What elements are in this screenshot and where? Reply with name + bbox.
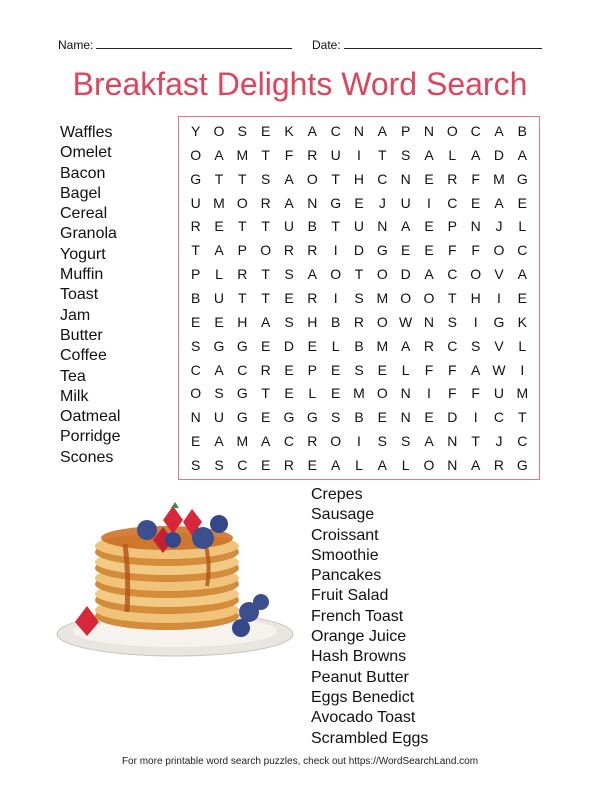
grid-letter[interactable]: L — [518, 218, 527, 235]
grid-letter[interactable]: R — [493, 457, 505, 474]
grid-letter[interactable]: E — [470, 194, 481, 211]
grid-letter[interactable]: J — [495, 433, 503, 450]
grid-letter[interactable]: G — [190, 170, 202, 187]
grid-letter[interactable]: T — [261, 289, 270, 306]
word-list-item: Pancakes — [311, 567, 382, 585]
grid-letter[interactable]: I — [333, 289, 338, 306]
grid-letter[interactable]: L — [401, 361, 410, 378]
grid-letter[interactable]: T — [448, 289, 457, 306]
grid-letter[interactable]: B — [354, 409, 364, 426]
grid-letter[interactable]: T — [261, 385, 270, 402]
grid-letter[interactable]: C — [447, 266, 458, 283]
grid-letter[interactable]: C — [447, 194, 458, 211]
word-list-item: Bagel — [60, 184, 101, 202]
grid-letter[interactable]: N — [400, 409, 411, 426]
word-list-item: Butter — [60, 326, 103, 344]
grid-letter[interactable]: T — [238, 218, 247, 235]
grid-letter[interactable]: A — [494, 122, 504, 139]
word-list-item: French Toast — [311, 607, 404, 625]
word-list-item: Toast — [60, 286, 99, 304]
grid-letter[interactable]: M — [236, 433, 249, 450]
grid-letter[interactable]: S — [284, 266, 294, 283]
grid-letter[interactable]: I — [357, 146, 361, 163]
grid-letter[interactable]: S — [400, 146, 411, 163]
grid-letter[interactable]: D — [400, 266, 411, 283]
grid-letter[interactable]: H — [470, 289, 481, 306]
grid-letter[interactable]: B — [190, 289, 201, 306]
grid-letter[interactable]: I — [520, 361, 525, 378]
word-list-item: Smoothie — [311, 546, 379, 564]
word-list-item: Porridge — [60, 428, 121, 446]
grid-letter[interactable]: B — [354, 337, 364, 354]
grid-letter[interactable]: D — [447, 409, 458, 426]
grid-letter[interactable]: G — [330, 194, 342, 211]
grid-letter[interactable]: F — [471, 385, 480, 402]
grid-letter[interactable]: L — [355, 457, 363, 474]
grid-letter[interactable]: I — [427, 385, 431, 402]
grid-letter[interactable]: I — [333, 242, 338, 259]
grid-letter[interactable]: A — [424, 266, 434, 283]
grid-letter[interactable]: A — [517, 146, 527, 163]
grid-letter[interactable]: L — [401, 457, 410, 474]
grid-letter[interactable]: D — [353, 242, 365, 259]
grid-letter[interactable]: U — [190, 194, 201, 211]
grid-letter[interactable]: B — [517, 122, 527, 139]
grid-letter[interactable]: S — [214, 457, 224, 474]
word-list-item: Avocado Toast — [311, 709, 416, 727]
grid-letter[interactable]: N — [447, 433, 458, 450]
grid-letter[interactable]: A — [470, 361, 481, 378]
grid-letter[interactable]: F — [471, 242, 480, 259]
grid-letter[interactable]: U — [213, 289, 225, 306]
grid-letter[interactable]: V — [494, 266, 504, 283]
grid-letter[interactable]: O — [423, 457, 435, 474]
word-list-item: Jam — [60, 306, 91, 324]
grid-letter[interactable]: R — [423, 337, 435, 354]
grid-letter[interactable]: M — [236, 146, 249, 163]
grid-letter[interactable]: E — [424, 218, 434, 235]
grid-letter[interactable]: T — [331, 218, 340, 235]
grid-letter[interactable]: S — [377, 433, 387, 450]
grid-letter[interactable]: U — [353, 218, 365, 235]
grid-letter[interactable]: C — [470, 122, 481, 139]
grid-letter[interactable]: T — [518, 409, 527, 426]
grid-letter[interactable]: D — [283, 337, 295, 354]
grid-letter[interactable]: R — [260, 194, 271, 211]
grid-letter[interactable]: Y — [190, 122, 201, 139]
grid-letter[interactable]: E — [190, 313, 201, 330]
grid-letter[interactable]: P — [447, 218, 457, 235]
grid-letter[interactable]: A — [214, 433, 224, 450]
grid-letter[interactable]: S — [237, 122, 247, 139]
grid-letter[interactable]: C — [190, 361, 201, 378]
grid-letter[interactable]: W — [399, 313, 413, 330]
pancake-stack-illustration — [55, 494, 305, 664]
grid-letter[interactable]: N — [190, 409, 201, 426]
grid-letter[interactable]: S — [330, 409, 341, 426]
grid-letter[interactable]: S — [400, 433, 411, 450]
grid-letter[interactable]: A — [470, 457, 481, 474]
grid-letter[interactable]: A — [400, 218, 411, 235]
grid-letter[interactable]: S — [214, 385, 224, 402]
grid-letter[interactable]: O — [260, 242, 272, 259]
word-list-item: Fruit Salad — [311, 587, 389, 605]
grid-letter[interactable]: K — [517, 313, 527, 330]
grid-letter[interactable]: G — [283, 409, 295, 426]
grid-letter[interactable]: V — [494, 337, 504, 354]
grid-letter[interactable]: S — [470, 337, 481, 354]
grid-letter[interactable]: M — [353, 385, 365, 402]
grid-letter[interactable]: R — [260, 361, 271, 378]
grid-letter[interactable]: R — [190, 218, 201, 235]
grid-letter[interactable]: K — [284, 122, 294, 139]
grid-letter[interactable]: M — [493, 170, 505, 187]
word-list-item: Muffin — [60, 266, 104, 284]
grid-letter[interactable]: G — [236, 385, 248, 402]
date-label: Date: — [312, 38, 341, 52]
grid-letter[interactable]: U — [283, 218, 295, 235]
grid-letter[interactable]: B — [330, 313, 341, 330]
word-list-item: Coffee — [60, 347, 107, 365]
grid-letter[interactable]: L — [331, 337, 340, 354]
grid-letter[interactable]: C — [377, 170, 388, 187]
grid-letter[interactable]: C — [517, 433, 528, 450]
grid-letter[interactable]: R — [307, 146, 318, 163]
grid-letter[interactable]: E — [517, 289, 527, 306]
grid-letter[interactable]: T — [261, 218, 270, 235]
grid-letter[interactable]: E — [400, 242, 411, 259]
grid-letter[interactable]: G — [236, 337, 248, 354]
grid-letter[interactable]: F — [448, 361, 457, 378]
grid-letter[interactable]: L — [518, 337, 527, 354]
grid-letter[interactable]: T — [191, 242, 200, 259]
grid-letter[interactable]: R — [283, 242, 295, 259]
grid-letter[interactable]: E — [517, 194, 527, 211]
grid-letter[interactable]: E — [330, 361, 341, 378]
grid-letter[interactable]: A — [517, 266, 527, 283]
grid-letter[interactable]: S — [260, 170, 271, 187]
word-list-item: Sausage — [311, 506, 375, 524]
grid-letter[interactable]: O — [446, 122, 458, 139]
grid-letter[interactable]: O — [190, 146, 202, 163]
grid-letter[interactable]: O — [376, 313, 388, 330]
grid-letter[interactable]: E — [260, 337, 271, 354]
grid-letter[interactable]: A — [284, 194, 294, 211]
grid-letter[interactable]: C — [283, 433, 295, 450]
grid-letter[interactable]: G — [213, 337, 225, 354]
grid-letter[interactable]: O — [376, 385, 388, 402]
grid-letter[interactable]: B — [307, 218, 317, 235]
date-field[interactable] — [312, 38, 542, 52]
grid-letter[interactable]: S — [447, 313, 457, 330]
grid-letter[interactable]: O — [236, 194, 248, 211]
grid-letter[interactable]: T — [354, 266, 364, 283]
grid-letter[interactable]: S — [354, 361, 364, 378]
grid-letter[interactable]: E — [424, 242, 434, 259]
grid-letter[interactable]: O — [306, 170, 318, 187]
page-title: Breakfast Delights Word Search — [72, 66, 528, 102]
grid-letter[interactable]: I — [497, 289, 501, 306]
grid-letter[interactable]: A — [284, 170, 294, 187]
grid-letter[interactable]: R — [237, 266, 248, 283]
grid-letter[interactable]: C — [237, 361, 248, 378]
grid-letter[interactable]: J — [378, 194, 386, 211]
grid-letter[interactable]: E — [330, 385, 341, 402]
grid-letter[interactable]: T — [238, 289, 247, 306]
grid-letter[interactable]: A — [424, 146, 434, 163]
grid-letter[interactable]: T — [261, 266, 270, 283]
grid-letter[interactable]: E — [424, 409, 434, 426]
word-list-item: Scrambled Eggs — [311, 729, 429, 747]
grid-letter[interactable]: C — [237, 457, 248, 474]
grid-letter[interactable]: T — [238, 170, 247, 187]
grid-letter[interactable]: A — [214, 361, 224, 378]
grid-letter[interactable]: O — [376, 266, 388, 283]
grid-letter[interactable]: N — [377, 218, 388, 235]
word-list-item: Omelet — [60, 144, 112, 162]
grid-letter[interactable]: T — [471, 433, 480, 450]
grid-letter[interactable]: P — [400, 122, 411, 139]
grid-letter[interactable]: P — [307, 361, 317, 378]
word-list-right — [311, 485, 428, 749]
grid-letter[interactable]: U — [213, 409, 225, 426]
grid-letter[interactable]: P — [190, 266, 201, 283]
word-list-item: Cereal — [60, 205, 108, 223]
grid-letter[interactable]: E — [260, 457, 271, 474]
grid-letter[interactable]: C — [517, 242, 528, 259]
grid-letter[interactable]: A — [260, 433, 271, 450]
grid-letter[interactable]: C — [330, 122, 341, 139]
grid-letter[interactable]: I — [473, 313, 478, 330]
grid-letter[interactable]: M — [516, 385, 529, 402]
grid-letter[interactable]: G — [516, 170, 528, 187]
word-list-item: Bacon — [60, 164, 106, 182]
grid-letter[interactable]: T — [214, 170, 224, 187]
grid-letter[interactable]: E — [214, 313, 224, 330]
grid-letter[interactable]: T — [331, 170, 340, 187]
grid-letter[interactable]: E — [307, 337, 317, 354]
grid-letter[interactable]: U — [493, 385, 505, 402]
grid-letter[interactable]: A — [377, 122, 387, 139]
grid-letter[interactable]: S — [284, 313, 294, 330]
grid-letter[interactable]: E — [190, 433, 201, 450]
grid-letter[interactable]: E — [284, 385, 294, 402]
grid-letter[interactable]: O — [190, 385, 202, 402]
grid-letter[interactable]: R — [283, 457, 295, 474]
grid-letter[interactable]: E — [284, 289, 294, 306]
grid-letter[interactable]: A — [377, 457, 387, 474]
grid-letter[interactable]: R — [307, 289, 318, 306]
grid-letter[interactable]: C — [493, 409, 505, 426]
word-list-item: Orange Juice — [311, 628, 407, 646]
word-list-item: Eggs Benedict — [311, 688, 415, 706]
word-list-item: Peanut Butter — [311, 668, 409, 686]
grid-letter[interactable]: N — [400, 170, 411, 187]
word-list-item: Granola — [60, 225, 117, 243]
grid-letter[interactable]: P — [237, 242, 247, 259]
grid-letter[interactable]: E — [260, 122, 271, 139]
grid-letter[interactable]: C — [447, 337, 458, 354]
grid-letter[interactable]: A — [330, 457, 341, 474]
grid-letter[interactable]: N — [400, 385, 411, 402]
grid-letter[interactable]: E — [260, 409, 271, 426]
grid-letter[interactable]: A — [307, 266, 317, 283]
grid-letter[interactable]: I — [357, 433, 361, 450]
grid-letter[interactable]: A — [214, 242, 224, 259]
grid-letter[interactable]: S — [190, 337, 201, 354]
grid-letter[interactable]: O — [330, 433, 342, 450]
grid-letter[interactable]: N — [423, 313, 435, 330]
grid-letter[interactable]: H — [353, 170, 365, 187]
word-list-item: Yogurt — [60, 245, 106, 263]
grid-letter[interactable]: N — [423, 122, 435, 139]
grid-letter[interactable]: A — [470, 146, 481, 163]
grid-letter[interactable]: N — [353, 122, 365, 139]
grid-letter[interactable]: S — [354, 289, 364, 306]
word-list-item: Tea — [60, 367, 86, 385]
grid-letter[interactable]: E — [377, 361, 387, 378]
word-list-item: Crepes — [311, 486, 363, 503]
grid-letter[interactable]: A — [307, 122, 317, 139]
grid-letter[interactable]: E — [284, 361, 294, 378]
grid-letter[interactable]: R — [307, 242, 318, 259]
grid-letter[interactable]: D — [493, 146, 505, 163]
word-list-item: Oatmeal — [60, 408, 121, 426]
grid-letter[interactable]: R — [447, 170, 458, 187]
grid-letter[interactable]: A — [424, 433, 434, 450]
grid-letter[interactable]: J — [495, 218, 503, 235]
grid-letter[interactable]: F — [448, 242, 457, 259]
grid-letter[interactable]: L — [448, 146, 457, 163]
grid-letter[interactable]: F — [424, 361, 434, 378]
grid-letter[interactable]: A — [400, 337, 411, 354]
grid-letter[interactable]: G — [376, 242, 388, 259]
grid-letter[interactable]: H — [307, 313, 318, 330]
grid-letter[interactable]: N — [307, 194, 318, 211]
word-list-item: Hash Browns — [311, 648, 407, 666]
word-list-item: Scones — [60, 448, 114, 466]
word-list-item: Croissant — [311, 526, 379, 544]
grid-letter[interactable]: N — [470, 218, 481, 235]
name-label: Name: — [58, 38, 94, 52]
grid-letter[interactable]: F — [448, 385, 457, 402]
grid-letter[interactable]: O — [470, 266, 482, 283]
name-field[interactable] — [58, 38, 292, 52]
footer-credit: For more printable word search puzzles, check out https://WordSearchLand.com — [121, 756, 479, 767]
grid-letter[interactable]: E — [377, 409, 387, 426]
grid-letter[interactable]: H — [237, 313, 248, 330]
grid-letter[interactable]: M — [376, 337, 389, 354]
grid-letter[interactable]: F — [284, 146, 294, 163]
grid-letter[interactable]: R — [307, 433, 318, 450]
grid-letter[interactable]: N — [447, 457, 458, 474]
grid-letter[interactable]: G — [516, 457, 528, 474]
grid-letter[interactable]: M — [376, 289, 389, 306]
grid-letter[interactable]: O — [213, 122, 225, 139]
grid-letter[interactable]: O — [400, 289, 412, 306]
grid-letter[interactable]: T — [378, 146, 387, 163]
name-line[interactable] — [96, 48, 292, 49]
grid-letter[interactable]: O — [493, 242, 505, 259]
grid-letter[interactable]: T — [261, 146, 270, 163]
grid-letter[interactable]: S — [190, 457, 201, 474]
grid-letter[interactable]: L — [215, 266, 223, 283]
grid-letter[interactable]: A — [494, 194, 504, 211]
grid-letter[interactable]: I — [473, 409, 478, 426]
grid-letter[interactable]: A — [260, 313, 271, 330]
grid-letter[interactable]: F — [471, 170, 480, 187]
grid-letter[interactable]: I — [427, 194, 431, 211]
grid-letter[interactable]: R — [353, 313, 365, 330]
grid-letter[interactable]: M — [213, 194, 225, 211]
grid-letter[interactable]: U — [400, 194, 411, 211]
grid-letter[interactable]: E — [214, 218, 224, 235]
grid-letter[interactable]: G — [493, 313, 505, 330]
grid-letter[interactable]: E — [307, 457, 317, 474]
word-list-item: Waffles — [60, 124, 113, 141]
grid-letter[interactable]: G — [306, 409, 318, 426]
grid-letter[interactable]: O — [423, 289, 435, 306]
word-list-left — [60, 123, 120, 468]
grid-letter[interactable]: G — [236, 409, 248, 426]
grid-letter[interactable]: W — [492, 361, 506, 378]
grid-letter[interactable]: L — [308, 385, 317, 402]
letter-grid — [178, 116, 540, 480]
word-list-item: Milk — [60, 387, 89, 405]
grid-letter[interactable]: U — [330, 146, 341, 163]
grid-letter[interactable]: E — [354, 194, 364, 211]
grid-letter[interactable]: E — [424, 170, 434, 187]
grid-letter[interactable]: O — [330, 266, 342, 283]
grid-letter[interactable]: A — [214, 146, 224, 163]
date-line[interactable] — [344, 48, 542, 49]
